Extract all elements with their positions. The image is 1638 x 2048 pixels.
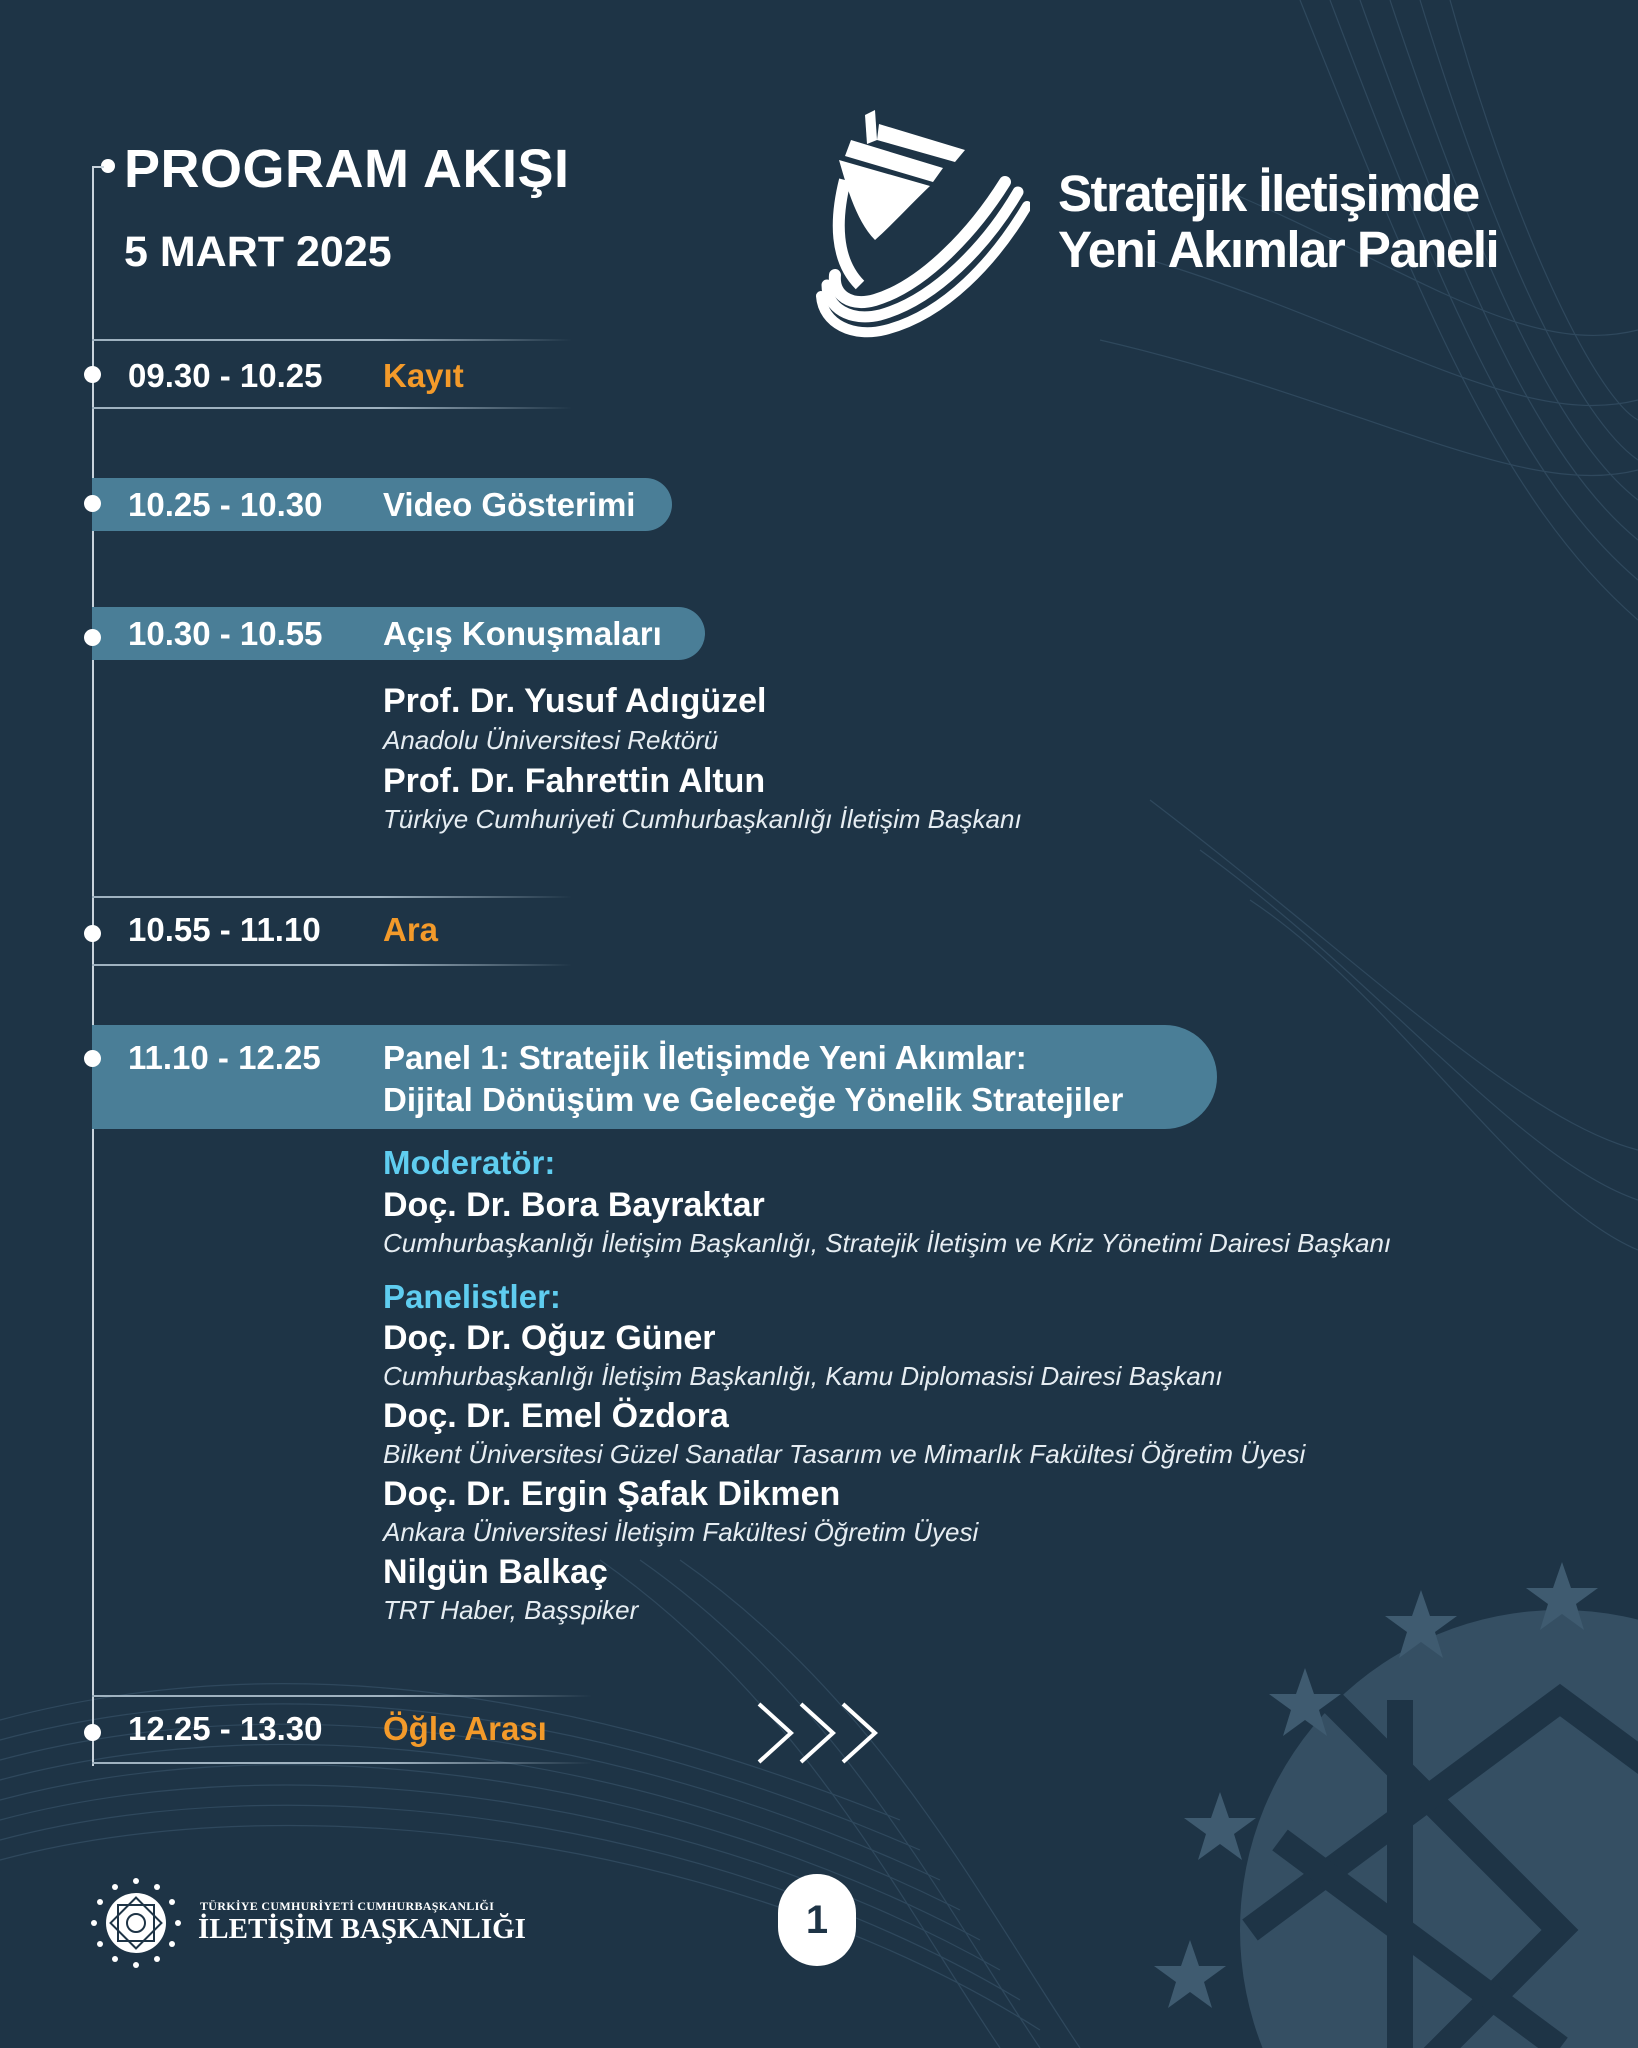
speaker-name: Prof. Dr. Yusuf Adıgüzel	[383, 682, 767, 720]
slot-time: 09.30 - 10.25	[128, 357, 323, 394]
org-name: İLETİŞİM BAŞKANLIĞI	[198, 1913, 526, 1945]
moderator-role: Cumhurbaşkanlığı İletişim Başkanlığı, Stratejik İletişim ve Kriz Yönetimi Dairesi Başkanı	[383, 1228, 1392, 1258]
slot-label: Video Gösterimi	[383, 486, 636, 523]
slot-label: Öğle Arası	[383, 1710, 547, 1747]
panelist-role: TRT Haber, Başspiker	[383, 1595, 639, 1625]
separator	[92, 964, 572, 966]
slot-time: 10.30 - 10.55	[128, 615, 323, 652]
panel-title-line1: Panel 1: Stratejik İletişimde Yeni Akımlar:	[383, 1039, 1027, 1076]
separator	[92, 407, 572, 409]
timeline-line	[92, 166, 94, 1766]
timeline-dot	[84, 495, 101, 512]
panelist-name: Doç. Dr. Emel Özdora	[383, 1397, 729, 1435]
separator	[92, 1695, 592, 1697]
panelist-role: Bilkent Üniversitesi Güzel Sanatlar Tasarım ve Mimarlık Fakültesi Öğretim Üyesi	[383, 1439, 1306, 1469]
event-logo-icon	[815, 110, 1030, 345]
page-number-badge: 1	[778, 1874, 856, 1966]
timeline-dot	[84, 629, 101, 646]
panelist-name: Doç. Dr. Ergin Şafak Dikmen	[383, 1475, 841, 1513]
timeline-dot	[84, 366, 101, 383]
slot-label: Açış Konuşmaları	[383, 615, 662, 652]
timeline-dot	[84, 1724, 101, 1741]
speaker-name: Prof. Dr. Fahrettin Altun	[383, 762, 766, 800]
separator	[92, 896, 572, 898]
presidency-emblem-icon	[88, 1875, 184, 1971]
panel-title-line2: Dijital Dönüşüm ve Geleceğe Yönelik Stratejiler	[383, 1081, 1124, 1118]
panelist-name: Doç. Dr. Oğuz Güner	[383, 1319, 716, 1357]
speaker-role: Türkiye Cumhuriyeti Cumhurbaşkanlığı İletişim Başkanı	[383, 804, 1022, 834]
org-subtitle: TÜRKİYE CUMHURİYETİ CUMHURBAŞKANLIĞI	[200, 1899, 495, 1913]
separator	[92, 339, 572, 341]
slot-time: 10.55 - 11.10	[128, 911, 321, 948]
speaker-role: Anadolu Üniversitesi Rektörü	[383, 725, 719, 755]
panelist-role: Cumhurbaşkanlığı İletişim Başkanlığı, Kamu Diplomasisi Dairesi Başkanı	[383, 1361, 1223, 1391]
moderator-name: Doç. Dr. Bora Bayraktar	[383, 1186, 765, 1224]
separator	[92, 1762, 592, 1764]
slot-label: Ara	[383, 911, 439, 948]
event-title-line1: Stratejik İletişimde	[1058, 165, 1479, 222]
slot-time: 12.25 - 13.30	[128, 1710, 323, 1747]
event-title-line2: Yeni Akımlar Paneli	[1058, 221, 1499, 278]
slot-label: Kayıt	[383, 357, 464, 394]
slot-time: 10.25 - 10.30	[128, 486, 323, 523]
program-date: 5 MART 2025	[124, 228, 392, 276]
event-title	[1058, 166, 1498, 278]
timeline-hook	[92, 166, 104, 168]
moderator-caption: Moderatör:	[383, 1144, 556, 1181]
timeline-dot	[84, 1050, 101, 1067]
slot-time: 11.10 - 12.25	[128, 1039, 321, 1076]
timeline-dot	[84, 925, 101, 942]
panelist-role: Ankara Üniversitesi İletişim Fakültesi Öğretim Üyesi	[383, 1517, 979, 1547]
program-title: PROGRAM AKIŞI	[124, 139, 570, 199]
panelist-name: Nilgün Balkaç	[383, 1553, 608, 1591]
panelists-caption: Panelistler:	[383, 1278, 561, 1315]
triple-chevron-right-icon[interactable]	[755, 1700, 885, 1766]
